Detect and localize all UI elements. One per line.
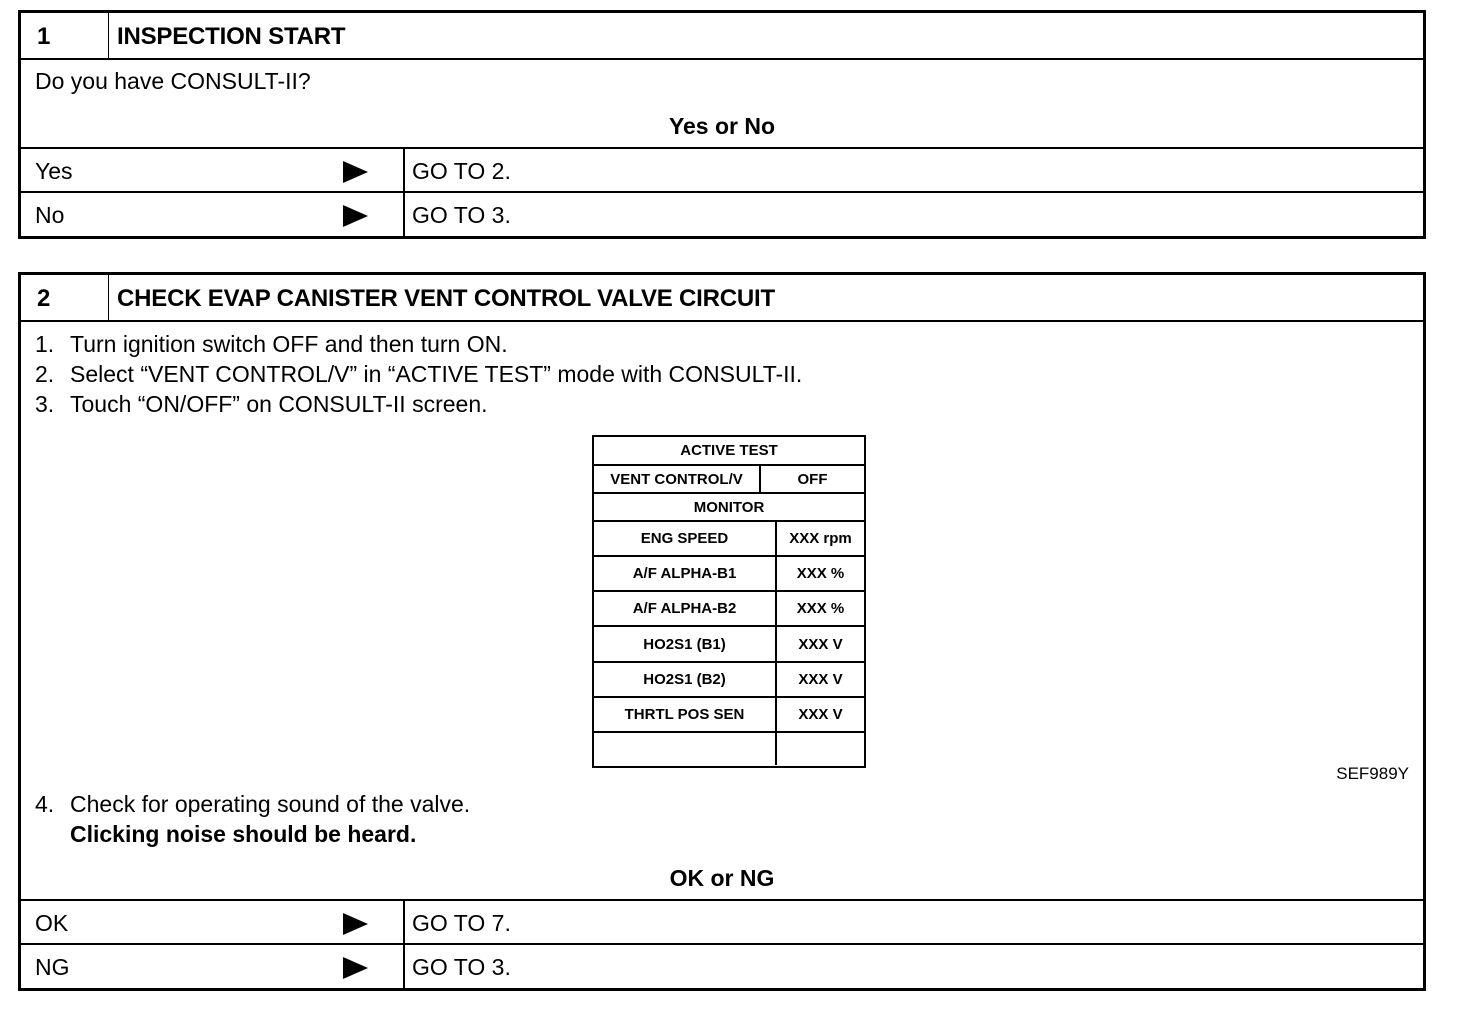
row-label: No	[35, 202, 65, 228]
row-result: GO TO 3.	[403, 945, 1423, 989]
monitor-row-ho2s1-b2: HO2S1 (B2) XXX V	[594, 663, 864, 698]
section-2-header	[21, 275, 1423, 322]
row-result: GO TO 2.	[403, 149, 1423, 193]
consult-active-test-screen	[592, 435, 866, 768]
monitor-row-ho2s1-b1: HO2S1 (B1) XXX V	[594, 627, 864, 663]
section-1-header	[21, 13, 1423, 60]
row-label: Yes	[35, 158, 73, 184]
play-arrow-icon	[343, 161, 368, 183]
screen-title-row: ACTIVE TEST	[594, 437, 864, 466]
step-1: 1. Turn ignition switch OFF and then turn ON.	[35, 331, 508, 357]
row-label: NG	[35, 954, 70, 980]
monitor-row-thrtl-pos-sen: THRTL POS SEN XXX V	[594, 698, 864, 733]
play-arrow-icon	[343, 205, 368, 227]
figure-id: SEF989Y	[1336, 764, 1409, 783]
section-1-inspection-start	[18, 10, 1426, 239]
monitor-row-af-alpha-b2: A/F ALPHA-B2 XXX %	[594, 592, 864, 627]
section-1-row-no	[21, 191, 1423, 237]
section-2-title: CHECK EVAP CANISTER VENT CONTROL VALVE CIRCUIT	[117, 285, 775, 312]
row-result: GO TO 3.	[403, 193, 1423, 237]
step-4-note: Clicking noise should be heard.	[70, 821, 417, 847]
play-arrow-icon	[343, 957, 368, 979]
section-2-number: 2	[21, 275, 109, 320]
step-4: 4. Check for operating sound of the valve. Clicking noise should be heard.	[35, 791, 471, 847]
section-1-row-yes	[21, 147, 1423, 193]
section-1-choice-label: Yes or No	[668, 113, 776, 139]
row-label: OK	[35, 910, 69, 936]
section-1-title: INSPECTION START	[117, 23, 346, 50]
screen-test-item-row: VENT CONTROL/V OFF	[594, 466, 864, 494]
screen-monitor-row: MONITOR	[594, 494, 864, 522]
monitor-row-eng-speed: ENG SPEED XXX rpm	[594, 522, 864, 557]
monitor-row-af-alpha-b1: A/F ALPHA-B1 XXX %	[594, 557, 864, 592]
section-2-row-ng	[21, 943, 1423, 989]
step-2: 2. Select “VENT CONTROL/V” in “ACTIVE TEST” mode with CONSULT-II.	[35, 361, 803, 387]
monitor-row-empty	[594, 733, 864, 765]
section-1-number: 1	[21, 13, 109, 58]
procedure-steps	[35, 329, 802, 419]
play-arrow-icon	[343, 913, 368, 935]
section-2-choice-label: OK or NG	[669, 865, 775, 891]
step-3: 3. Touch “ON/OFF” on CONSULT-II screen.	[35, 391, 488, 417]
section-1-question: Do you have CONSULT-II?	[35, 68, 311, 94]
section-2-check-vent-control-valve	[18, 272, 1426, 991]
section-2-row-ok	[21, 899, 1423, 945]
row-result: GO TO 7.	[403, 901, 1423, 945]
